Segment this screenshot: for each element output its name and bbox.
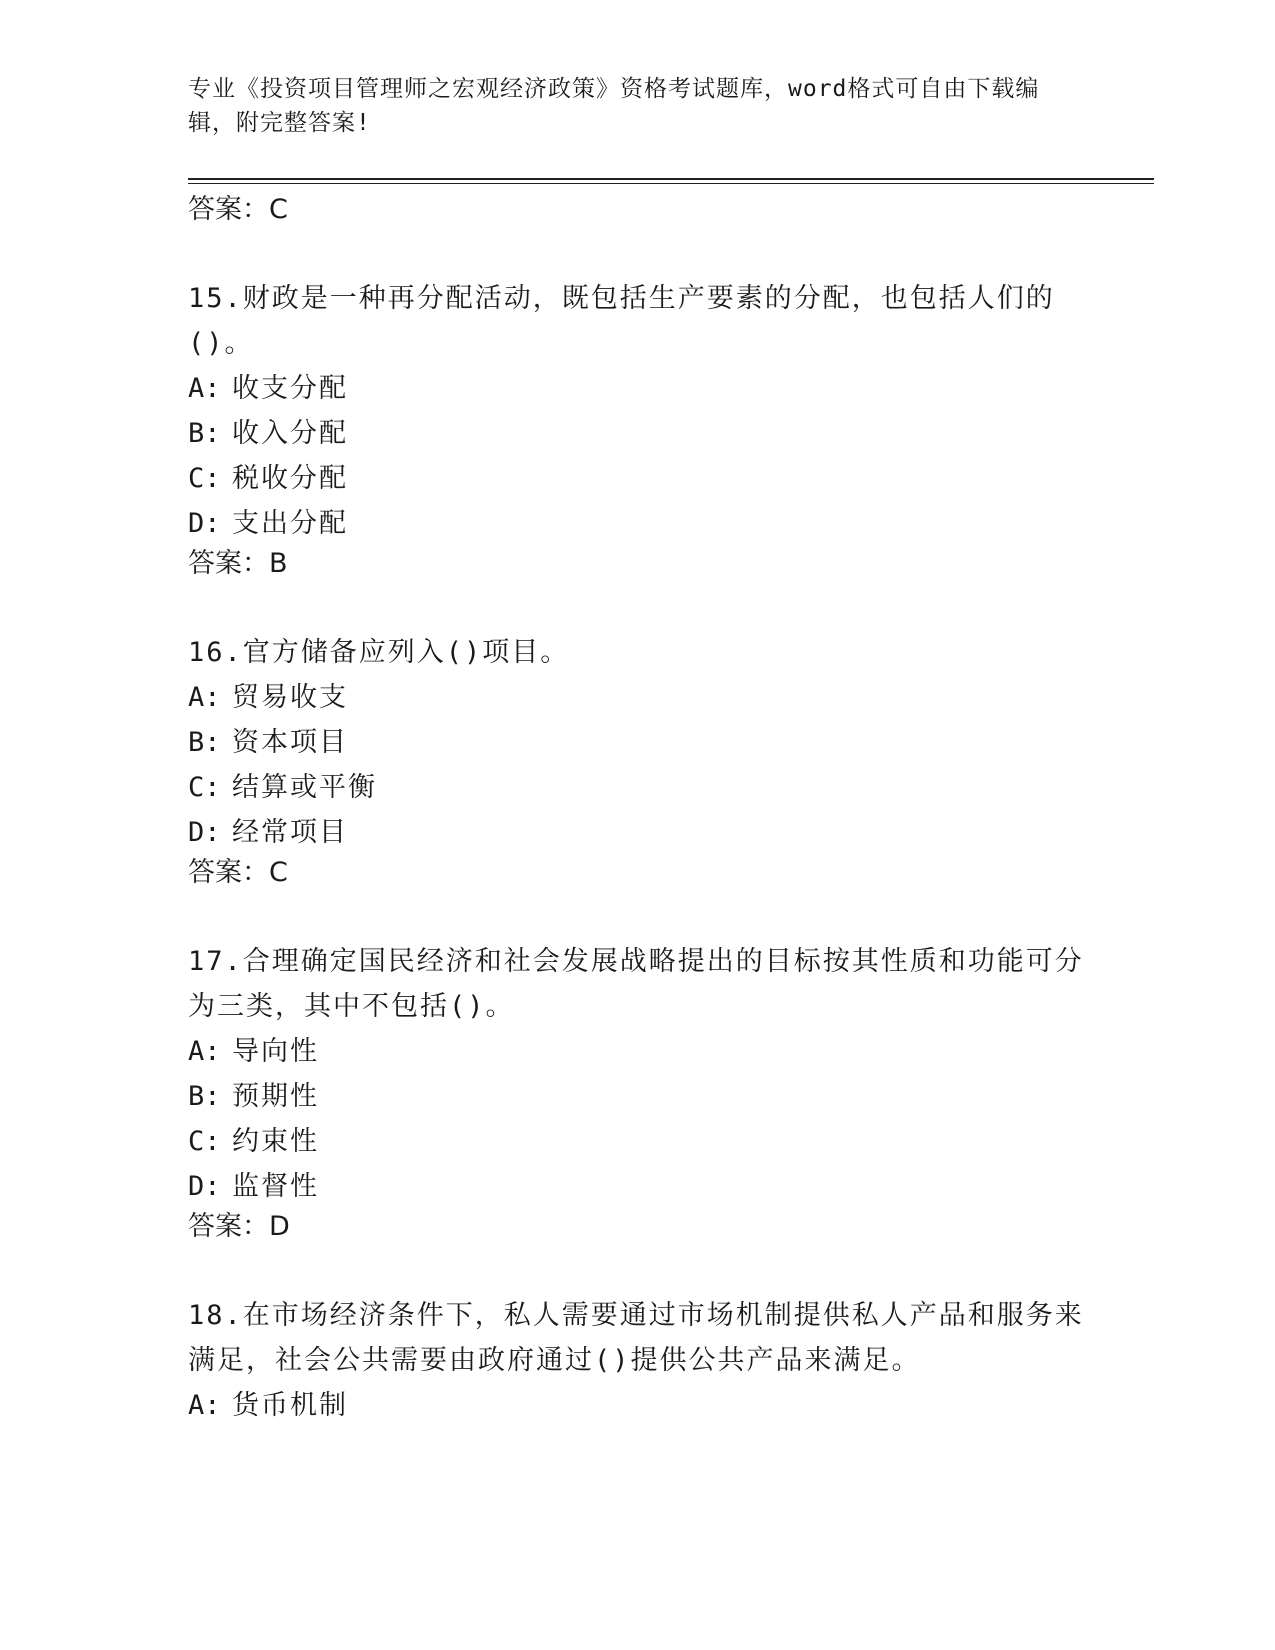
question-block-17 [188,939,1088,1245]
option-key: A: [188,682,221,713]
option-text: 支出分配 [232,508,348,539]
option-text: 贸易收支 [232,682,348,713]
question-text: 17.合理确定国民经济和社会发展战略提出的目标按其性质和功能可分为三类，其中不包括()。 [188,946,1084,1022]
option-d [188,501,1088,546]
option-d [188,1164,1088,1209]
option-text: 资本项目 [232,727,348,758]
answer-line: 答案：C [188,857,288,888]
option-a [188,1383,1088,1428]
option-c [188,1119,1088,1164]
answer-line: 答案：D [188,1211,290,1242]
answer-line: 答案：C [188,194,288,225]
option-text: 结算或平衡 [232,772,377,803]
option-c [188,765,1088,810]
header-divider [188,178,1154,184]
option-key: A: [188,1036,221,1067]
option-a [188,1029,1088,1074]
option-key: B: [188,727,221,758]
option-key: B: [188,1081,221,1112]
option-key: D: [188,1171,221,1202]
option-c [188,456,1088,501]
option-text: 监督性 [232,1171,319,1202]
question-text: 18.在市场经济条件下，私人需要通过市场机制提供私人产品和服务来满足，社会公共需要由政府通过()提供公共产品来满足。 [188,1300,1084,1376]
option-d [188,810,1088,855]
option-text: 预期性 [232,1081,319,1112]
question-text: 15.财政是一种再分配活动，既包括生产要素的分配，也包括人们的()。 [188,283,1055,359]
option-a [188,366,1088,411]
option-key: D: [188,817,221,848]
option-b [188,411,1088,456]
option-key: C: [188,772,221,803]
option-text: 货币机制 [232,1390,348,1421]
option-key: B: [188,418,221,449]
question-block-18 [188,1293,1088,1428]
question-block-15 [188,276,1088,582]
option-text: 收支分配 [232,373,348,404]
answer-line: 答案：B [188,548,288,579]
option-key: D: [188,508,221,539]
option-text: 导向性 [232,1036,319,1067]
option-key: C: [188,463,221,494]
option-a [188,675,1088,720]
option-key: A: [188,373,221,404]
question-block-16 [188,630,1088,891]
option-b [188,720,1088,765]
option-key: C: [188,1126,221,1157]
option-key: A: [188,1390,221,1421]
question-list [188,192,1088,1428]
option-text: 收入分配 [232,418,348,449]
option-text: 税收分配 [232,463,348,494]
option-text: 经常项目 [232,817,348,848]
page-header: 专业《投资项目管理师之宏观经济政策》资格考试题库，word格式可自由下载编辑，附完整答案! [188,76,1040,136]
option-text: 约束性 [232,1126,319,1157]
option-b [188,1074,1088,1119]
question-text: 16.官方储备应列入()项目。 [188,637,570,668]
